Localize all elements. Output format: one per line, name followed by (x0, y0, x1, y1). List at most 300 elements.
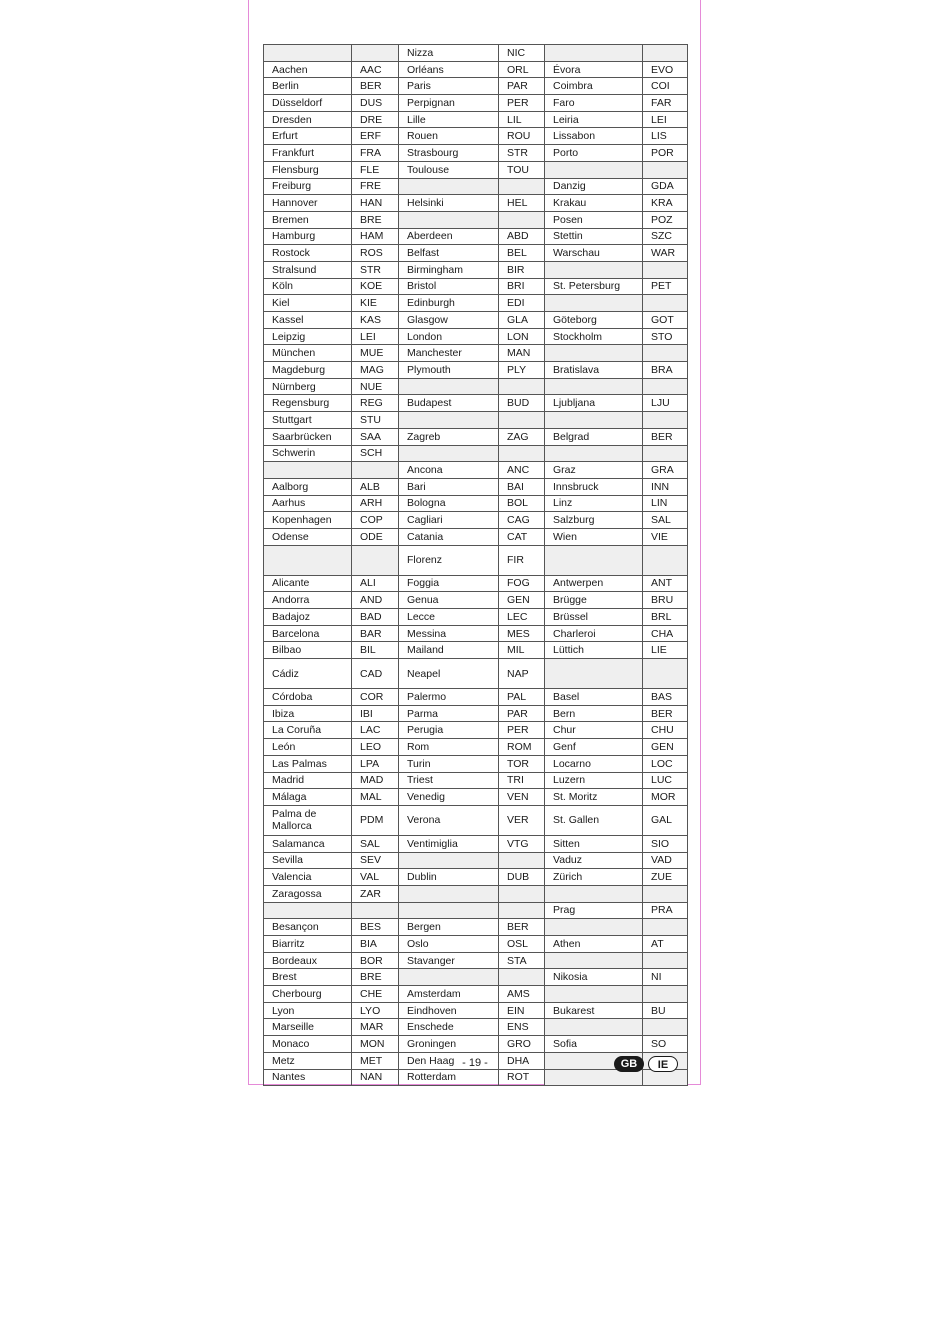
table-cell: VER (499, 805, 545, 835)
table-row (264, 345, 688, 362)
table-cell: Metz (264, 1052, 352, 1069)
table-row (264, 659, 688, 689)
table-cell: BRA (643, 362, 688, 379)
table-cell: Turin (399, 755, 499, 772)
table-cell: EVO (643, 61, 688, 78)
table-cell (643, 161, 688, 178)
table-cell: Groningen (399, 1036, 499, 1053)
table-row (264, 625, 688, 642)
table-cell: Stavanger (399, 952, 499, 969)
table-cell: MET (352, 1052, 399, 1069)
table-cell: Oslo (399, 936, 499, 953)
table-cell: CAG (499, 512, 545, 529)
table-cell: HEL (499, 195, 545, 212)
table-cell: Besançon (264, 919, 352, 936)
table-cell: LEO (352, 739, 399, 756)
table-cell (399, 445, 499, 462)
table-cell: Belgrad (545, 428, 643, 445)
table-cell (499, 902, 545, 919)
table-cell (545, 919, 643, 936)
table-cell: SAL (643, 512, 688, 529)
table-row (264, 902, 688, 919)
table-row (264, 78, 688, 95)
table-cell: BRU (643, 592, 688, 609)
table-cell: Antwerpen (545, 575, 643, 592)
table-cell: Vaduz (545, 852, 643, 869)
table-cell: LEI (352, 328, 399, 345)
table-cell: Birmingham (399, 261, 499, 278)
table-cell: KAS (352, 312, 399, 329)
table-cell (499, 211, 545, 228)
table-cell: St. Moritz (545, 789, 643, 806)
table-cell: Genua (399, 592, 499, 609)
table-cell: Coimbra (545, 78, 643, 95)
table-row (264, 61, 688, 78)
table-row (264, 462, 688, 479)
table-cell: Innsbruck (545, 478, 643, 495)
table-cell: CHU (643, 722, 688, 739)
table-cell: Bologna (399, 495, 499, 512)
table-cell: Berlin (264, 78, 352, 95)
table-cell: Locarno (545, 755, 643, 772)
table-row (264, 528, 688, 545)
table-cell (499, 378, 545, 395)
table-cell: LIL (499, 111, 545, 128)
table-cell: EIN (499, 1002, 545, 1019)
table-row (264, 261, 688, 278)
table-cell (399, 178, 499, 195)
table-cell: MIL (499, 642, 545, 659)
table-cell: BAS (643, 689, 688, 706)
table-row (264, 228, 688, 245)
table-cell: Porto (545, 145, 643, 162)
table-cell (264, 902, 352, 919)
table-row (264, 1019, 688, 1036)
table-cell: IBI (352, 705, 399, 722)
table-cell: VEN (499, 789, 545, 806)
table-cell: Brest (264, 969, 352, 986)
table-cell: Málaga (264, 789, 352, 806)
table-cell: Cherbourg (264, 986, 352, 1003)
table-row (264, 195, 688, 212)
table-cell: Mailand (399, 642, 499, 659)
table-cell: BAR (352, 625, 399, 642)
table-cell (643, 659, 688, 689)
table-row (264, 161, 688, 178)
table-cell: SEV (352, 852, 399, 869)
table-cell: MAR (352, 1019, 399, 1036)
table-cell: PRA (643, 902, 688, 919)
table-cell: Bratislava (545, 362, 643, 379)
table-cell: ORL (499, 61, 545, 78)
table-row (264, 512, 688, 529)
table-cell (643, 885, 688, 902)
table-row (264, 111, 688, 128)
table-cell (264, 462, 352, 479)
table-cell: Köln (264, 278, 352, 295)
table-row (264, 755, 688, 772)
table-cell: Faro (545, 95, 643, 112)
table-cell: Las Palmas (264, 755, 352, 772)
table-cell: Enschede (399, 1019, 499, 1036)
table-cell (499, 445, 545, 462)
table-cell: Leipzig (264, 328, 352, 345)
table-cell: La Coruña (264, 722, 352, 739)
table-cell: Verona (399, 805, 499, 835)
table-cell (643, 986, 688, 1003)
table-cell: Budapest (399, 395, 499, 412)
table-cell: Odense (264, 528, 352, 545)
table-cell: Badajoz (264, 609, 352, 626)
table-cell: Madrid (264, 772, 352, 789)
table-cell (399, 852, 499, 869)
table-cell: VAD (643, 852, 688, 869)
table-cell: London (399, 328, 499, 345)
table-cell: Belfast (399, 245, 499, 262)
table-cell: STO (643, 328, 688, 345)
table-cell: PDM (352, 805, 399, 835)
table-cell: Palma de Mallorca (264, 805, 352, 835)
table-cell: ERF (352, 128, 399, 145)
table-row (264, 45, 688, 62)
table-cell: ROS (352, 245, 399, 262)
table-cell: REG (352, 395, 399, 412)
table-cell: SCH (352, 445, 399, 462)
table-cell (643, 1019, 688, 1036)
table-row (264, 1002, 688, 1019)
table-cell: GLA (499, 312, 545, 329)
table-cell: Kopenhagen (264, 512, 352, 529)
table-cell (643, 545, 688, 575)
table-cell: BOR (352, 952, 399, 969)
table-row (264, 278, 688, 295)
table-cell (399, 969, 499, 986)
table-cell: SO (643, 1036, 688, 1053)
table-row (264, 95, 688, 112)
table-cell: TOU (499, 161, 545, 178)
table-cell: EDI (499, 295, 545, 312)
table-cell: Bristol (399, 278, 499, 295)
table-cell: Schwerin (264, 445, 352, 462)
table-cell: BRL (643, 609, 688, 626)
table-cell (399, 378, 499, 395)
table-cell: Salzburg (545, 512, 643, 529)
table-cell: DHA (499, 1052, 545, 1069)
table-cell (264, 545, 352, 575)
table-cell (545, 378, 643, 395)
table-cell: FRA (352, 145, 399, 162)
table-cell: GEN (499, 592, 545, 609)
table-cell (499, 969, 545, 986)
table-cell: BER (499, 919, 545, 936)
page-number: - 19 - (462, 1057, 488, 1069)
table-cell: DUB (499, 869, 545, 886)
table-cell: Dublin (399, 869, 499, 886)
table-cell: STU (352, 412, 399, 429)
table-cell: GEN (643, 739, 688, 756)
table-row (264, 642, 688, 659)
table-cell: Rom (399, 739, 499, 756)
table-cell: Bremen (264, 211, 352, 228)
table-cell: SAA (352, 428, 399, 445)
table-cell: Frankfurt (264, 145, 352, 162)
table-cell: Strasbourg (399, 145, 499, 162)
table-cell (545, 161, 643, 178)
table-cell: Saarbrücken (264, 428, 352, 445)
table-row (264, 545, 688, 575)
table-cell (643, 919, 688, 936)
table-cell: Marseille (264, 1019, 352, 1036)
table-cell: Nikosia (545, 969, 643, 986)
table-cell: NI (643, 969, 688, 986)
table-cell: Salamanca (264, 835, 352, 852)
table-cell: Basel (545, 689, 643, 706)
table-cell: Palermo (399, 689, 499, 706)
table-row (264, 689, 688, 706)
table-cell (399, 211, 499, 228)
table-cell: Aarhus (264, 495, 352, 512)
table-cell: Prag (545, 902, 643, 919)
table-cell: Eindhoven (399, 1002, 499, 1019)
table-cell: VAL (352, 869, 399, 886)
table-cell (545, 986, 643, 1003)
table-cell (352, 902, 399, 919)
table-cell: TOR (499, 755, 545, 772)
table-cell: MAG (352, 362, 399, 379)
table-cell: ROU (499, 128, 545, 145)
table-cell: St. Gallen (545, 805, 643, 835)
table-cell: Magdeburg (264, 362, 352, 379)
table-cell: INN (643, 478, 688, 495)
table-cell: Freiburg (264, 178, 352, 195)
table-cell: LIN (643, 495, 688, 512)
table-cell: Manchester (399, 345, 499, 362)
table-cell: AMS (499, 986, 545, 1003)
table-cell: Athen (545, 936, 643, 953)
table-cell: BEL (499, 245, 545, 262)
table-cell: Barcelona (264, 625, 352, 642)
table-row (264, 412, 688, 429)
table-cell: Krakau (545, 195, 643, 212)
table-row (264, 312, 688, 329)
table-cell (499, 178, 545, 195)
table-row (264, 395, 688, 412)
table-cell: LIE (643, 642, 688, 659)
table-cell: KIE (352, 295, 399, 312)
table-row (264, 772, 688, 789)
table-cell: DUS (352, 95, 399, 112)
table-cell (399, 902, 499, 919)
table-cell: VTG (499, 835, 545, 852)
table-cell: Ancona (399, 462, 499, 479)
table-cell: BRE (352, 969, 399, 986)
table-cell: Lecce (399, 609, 499, 626)
table-row (264, 362, 688, 379)
table-row (264, 952, 688, 969)
table-cell (643, 45, 688, 62)
table-cell: CHA (643, 625, 688, 642)
table-cell (643, 345, 688, 362)
table-cell (545, 45, 643, 62)
table-cell: Florenz (399, 545, 499, 575)
table-cell: ALB (352, 478, 399, 495)
table-cell: BAD (352, 609, 399, 626)
table-row (264, 145, 688, 162)
table-cell: STR (352, 261, 399, 278)
table-cell: Andorra (264, 592, 352, 609)
table-cell: GRO (499, 1036, 545, 1053)
table-cell: Cádiz (264, 659, 352, 689)
table-cell: BUD (499, 395, 545, 412)
table-cell: Rouen (399, 128, 499, 145)
table-cell: Posen (545, 211, 643, 228)
table-cell (545, 952, 643, 969)
table-row (264, 128, 688, 145)
table-cell: ENS (499, 1019, 545, 1036)
table-cell: Monaco (264, 1036, 352, 1053)
table-cell: Göteborg (545, 312, 643, 329)
table-cell: NAN (352, 1069, 399, 1086)
table-cell: Den Haag (399, 1052, 499, 1069)
table-cell (545, 885, 643, 902)
table-row (264, 805, 688, 835)
table-cell: Neapel (399, 659, 499, 689)
table-cell: BRE (352, 211, 399, 228)
table-cell: BRI (499, 278, 545, 295)
table-row (264, 575, 688, 592)
table-cell: MAL (352, 789, 399, 806)
table-cell: Venedig (399, 789, 499, 806)
table-cell: Lille (399, 111, 499, 128)
table-cell: Ibiza (264, 705, 352, 722)
table-cell: Edinburgh (399, 295, 499, 312)
table-cell: Kiel (264, 295, 352, 312)
table-cell: NAP (499, 659, 545, 689)
table-row (264, 245, 688, 262)
table-cell: Regensburg (264, 395, 352, 412)
city-code-table (263, 44, 688, 1086)
table-cell: ZAR (352, 885, 399, 902)
table-cell: Helsinki (399, 195, 499, 212)
table-cell: SAL (352, 835, 399, 852)
table-cell: Perpignan (399, 95, 499, 112)
table-row (264, 739, 688, 756)
table-row (264, 178, 688, 195)
table-cell: Biarritz (264, 936, 352, 953)
table-cell: León (264, 739, 352, 756)
table-cell (545, 445, 643, 462)
table-cell (352, 462, 399, 479)
table-cell: LYO (352, 1002, 399, 1019)
table-cell: ODE (352, 528, 399, 545)
table-cell: Nantes (264, 1069, 352, 1086)
table-row (264, 789, 688, 806)
table-row (264, 885, 688, 902)
table-cell: HAN (352, 195, 399, 212)
table-cell: Bukarest (545, 1002, 643, 1019)
table-cell: Danzig (545, 178, 643, 195)
table-cell: Hannover (264, 195, 352, 212)
table-cell: Sevilla (264, 852, 352, 869)
table-cell (545, 1019, 643, 1036)
table-cell: HAM (352, 228, 399, 245)
table-row (264, 919, 688, 936)
table-cell: BIR (499, 261, 545, 278)
table-cell: Düsseldorf (264, 95, 352, 112)
table-row (264, 592, 688, 609)
table-cell: MES (499, 625, 545, 642)
table-cell: NIC (499, 45, 545, 62)
table-cell: Triest (399, 772, 499, 789)
table-cell (545, 412, 643, 429)
table-cell: BER (643, 705, 688, 722)
table-cell: PAL (499, 689, 545, 706)
table-cell (399, 412, 499, 429)
table-cell: Dresden (264, 111, 352, 128)
table-cell: FRE (352, 178, 399, 195)
table-cell (264, 45, 352, 62)
table-cell: FOG (499, 575, 545, 592)
table-cell (643, 445, 688, 462)
table-cell: COR (352, 689, 399, 706)
table-cell: COP (352, 512, 399, 529)
table-cell: STA (499, 952, 545, 969)
table-cell: LON (499, 328, 545, 345)
table-cell: LAC (352, 722, 399, 739)
table-row (264, 495, 688, 512)
table-cell: PER (499, 722, 545, 739)
table-cell: Zürich (545, 869, 643, 886)
table-cell: CAT (499, 528, 545, 545)
table-cell: Brüssel (545, 609, 643, 626)
table-cell: ANC (499, 462, 545, 479)
table-cell: Graz (545, 462, 643, 479)
table-cell: LEC (499, 609, 545, 626)
table-cell (399, 885, 499, 902)
table-row (264, 869, 688, 886)
table-row (264, 722, 688, 739)
table-cell: ZAG (499, 428, 545, 445)
table-cell: Sofia (545, 1036, 643, 1053)
table-cell: BIA (352, 936, 399, 953)
table-cell: FLE (352, 161, 399, 178)
table-cell (499, 852, 545, 869)
table-cell: PER (499, 95, 545, 112)
table-cell: Linz (545, 495, 643, 512)
table-cell: Lyon (264, 1002, 352, 1019)
table-cell: GOT (643, 312, 688, 329)
table-cell (545, 295, 643, 312)
table-cell: MUE (352, 345, 399, 362)
table-cell: Rotterdam (399, 1069, 499, 1086)
table-cell: Luzern (545, 772, 643, 789)
table-cell: Genf (545, 739, 643, 756)
table-cell: CHE (352, 986, 399, 1003)
table-cell: DRE (352, 111, 399, 128)
table-cell: Brügge (545, 592, 643, 609)
table-cell: Ljubljana (545, 395, 643, 412)
table-cell: BU (643, 1002, 688, 1019)
table-cell: AAC (352, 61, 399, 78)
table-cell: Parma (399, 705, 499, 722)
table-row (264, 378, 688, 395)
table-row (264, 852, 688, 869)
table-cell: Chur (545, 722, 643, 739)
table-cell: PET (643, 278, 688, 295)
table-cell: FAR (643, 95, 688, 112)
table-cell: Catania (399, 528, 499, 545)
table-cell: München (264, 345, 352, 362)
